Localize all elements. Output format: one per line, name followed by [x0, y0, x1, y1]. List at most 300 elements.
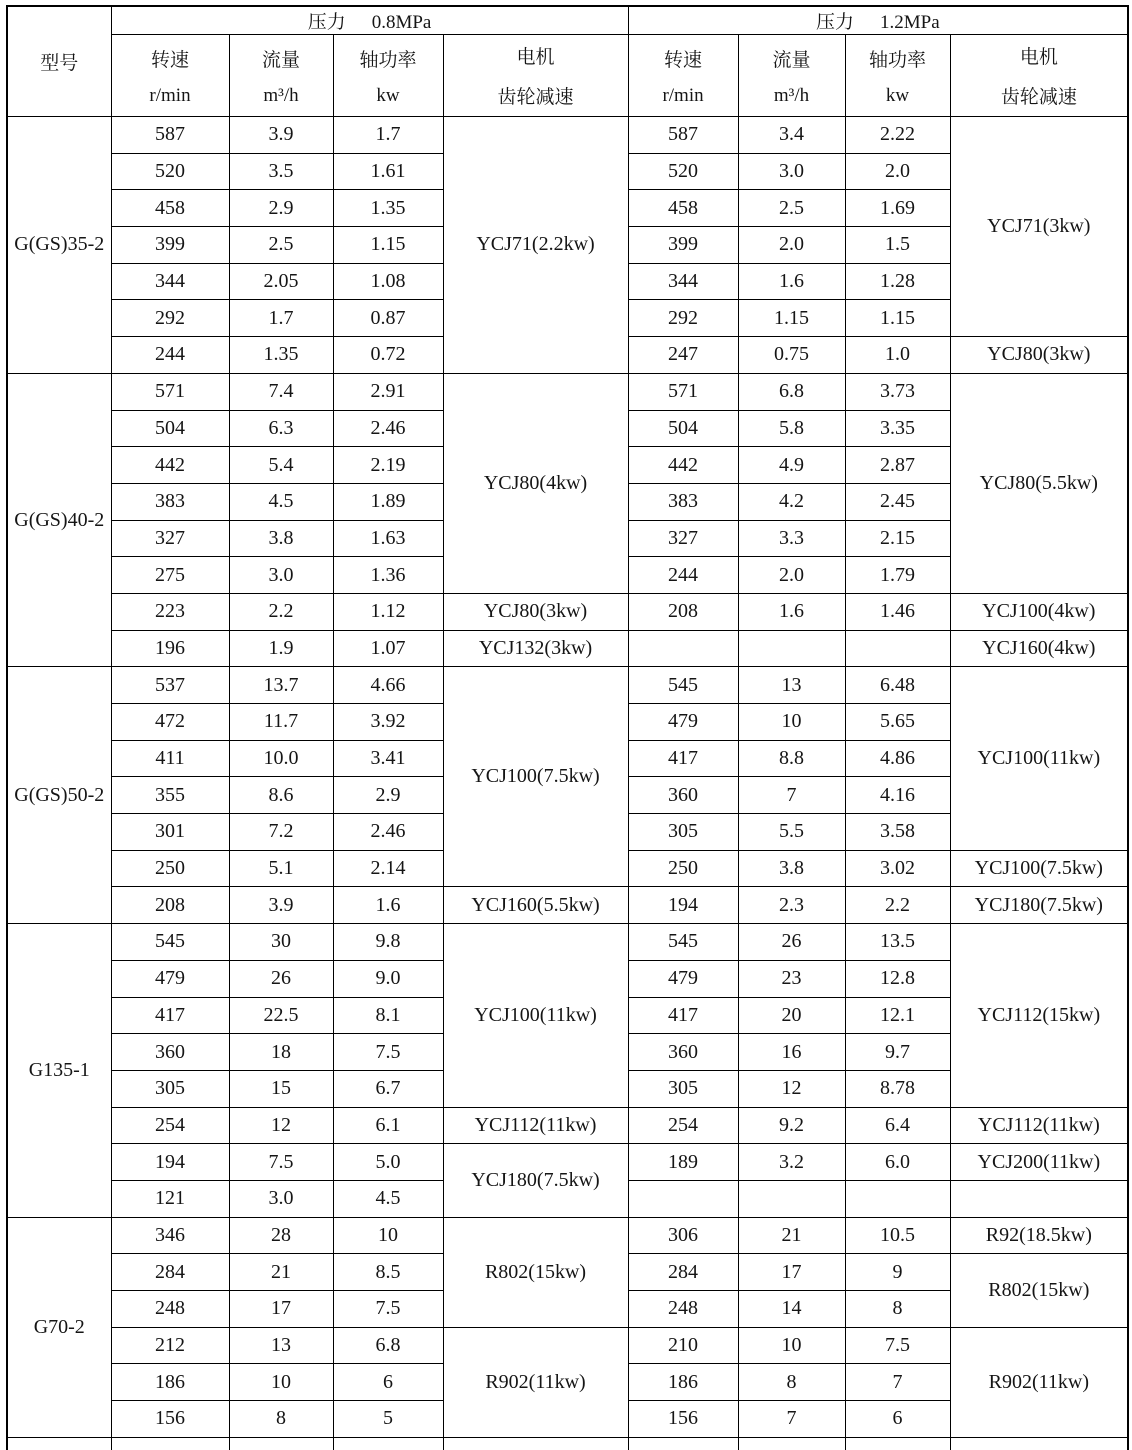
model-cell: G(GS)35-2: [7, 117, 111, 374]
cell-rpm-0.8: 292: [111, 300, 229, 337]
cell-power-1.2: 4.86: [845, 740, 950, 777]
cell-rpm-0.8: 186: [111, 1364, 229, 1401]
cell-rpm-0.8: 212: [111, 1327, 229, 1364]
cell-power-0.8: 1.12: [333, 593, 443, 630]
cell-motor-0.8: YCJ112(11kw): [443, 1107, 628, 1144]
cell-flow-1.2: 2.5: [738, 190, 845, 227]
cell-power-1.2: 10.5: [845, 1217, 950, 1254]
cell-rpm-1.2: 360: [628, 1034, 738, 1071]
cell-flow-0.8: 7.4: [229, 373, 333, 410]
cell-flow-1.2: 3.2: [738, 1144, 845, 1181]
header-speed-0.8: [111, 35, 229, 117]
cell-motor-1.2: YCJ200(11kw): [950, 1144, 1128, 1181]
cell-power-0.8: 1.36: [333, 557, 443, 594]
cell-flow-1.2: 5.5: [738, 814, 845, 851]
cell-power-1.2: 12.8: [845, 960, 950, 997]
header-motor-1.2: [950, 35, 1128, 117]
cell-power-1.2: 3.35: [845, 410, 950, 447]
spec-row: [7, 1107, 1128, 1144]
cell-flow-0.8: 3.9: [229, 887, 333, 924]
cell-flow-1.2: 6.8: [738, 373, 845, 410]
cell-motor-1.2: YCJ100(4kw): [950, 593, 1128, 630]
cell-rpm-1.2: 244: [628, 557, 738, 594]
cell-rpm-0.8: 383: [111, 483, 229, 520]
cell-rpm-0.8: 275: [111, 557, 229, 594]
cell-rpm-0.8: 587: [111, 117, 229, 154]
cell-rpm-1.2: 305: [628, 1070, 738, 1107]
cell-rpm-0.8: 571: [111, 373, 229, 410]
cell-rpm-0.8: 360: [111, 1034, 229, 1071]
cell-power-0.8: 6.8: [333, 1327, 443, 1364]
cell-flow-0.8: 3.0: [229, 557, 333, 594]
cell-flow-0.8: 17: [229, 1291, 333, 1328]
cell-rpm-1.2: 545: [628, 924, 738, 961]
cell-power-1.2: 6.48: [845, 667, 950, 704]
cell-rpm-0.8: 223: [111, 593, 229, 630]
cell-rpm-1.2: 186: [628, 1364, 738, 1401]
cell-flow-1.2: 2.0: [738, 227, 845, 264]
cell-power-0.8: 5.0: [333, 1144, 443, 1181]
header-pressure-1.2mpa: [628, 6, 1128, 35]
table-body: [7, 117, 1128, 1450]
spec-row: [7, 667, 1128, 704]
empty-cell: [628, 1437, 738, 1450]
header-flow-unit: m³/h: [773, 84, 810, 106]
header-flow-unit: m³/h: [263, 84, 299, 106]
cell-flow-0.8: 10.0: [229, 740, 333, 777]
cell-power-1.2: 2.0: [845, 153, 950, 190]
cell-rpm-1.2: 194: [628, 887, 738, 924]
cell-flow-0.8: 6.3: [229, 410, 333, 447]
cell-flow-0.8: 13: [229, 1327, 333, 1364]
cell-flow-1.2: 0.75: [738, 337, 845, 374]
cell-power-1.2: 6: [845, 1401, 950, 1438]
cell-rpm-0.8: 208: [111, 887, 229, 924]
empty-cell: [229, 1437, 333, 1450]
cell-rpm-0.8: 254: [111, 1107, 229, 1144]
cell-power-0.8: 4.66: [333, 667, 443, 704]
cell-power-1.2: [845, 1180, 950, 1217]
cell-flow-1.2: 16: [738, 1034, 845, 1071]
cell-rpm-1.2: 417: [628, 740, 738, 777]
cell-rpm-0.8: 537: [111, 667, 229, 704]
header-power-0.8: [333, 35, 443, 117]
cell-flow-1.2: 5.8: [738, 410, 845, 447]
cell-rpm-0.8: 327: [111, 520, 229, 557]
cell-flow-0.8: 3.8: [229, 520, 333, 557]
cell-rpm-0.8: 458: [111, 190, 229, 227]
cell-power-0.8: 2.46: [333, 814, 443, 851]
cell-motor-0.8: YCJ71(2.2kw): [443, 117, 628, 374]
cell-power-0.8: 1.63: [333, 520, 443, 557]
cell-flow-1.2: 14: [738, 1291, 845, 1328]
spec-row: [7, 117, 1128, 154]
empty-cell: [950, 1437, 1128, 1450]
spec-row: [7, 1217, 1128, 1254]
cell-power-0.8: 2.91: [333, 373, 443, 410]
cell-rpm-1.2: 504: [628, 410, 738, 447]
empty-cell: [443, 1437, 628, 1450]
spec-row: [7, 924, 1128, 961]
cell-flow-0.8: 1.35: [229, 337, 333, 374]
cell-power-1.2: 2.87: [845, 447, 950, 484]
cell-rpm-1.2: 189: [628, 1144, 738, 1181]
cell-flow-1.2: 3.3: [738, 520, 845, 557]
cell-motor-0.8: YCJ100(7.5kw): [443, 667, 628, 887]
cell-flow-0.8: 2.5: [229, 227, 333, 264]
header-flow-cn: 流量: [772, 49, 811, 71]
empty-cell: [845, 1437, 950, 1450]
cell-motor-1.2: YCJ80(3kw): [950, 337, 1128, 374]
cell-flow-0.8: 18: [229, 1034, 333, 1071]
cell-power-0.8: 2.14: [333, 850, 443, 887]
cell-flow-0.8: 11.7: [229, 704, 333, 741]
cell-flow-0.8: 10: [229, 1364, 333, 1401]
header-power-unit: kw: [376, 84, 400, 106]
spec-row: [7, 373, 1128, 410]
cell-rpm-1.2: 545: [628, 667, 738, 704]
cell-rpm-1.2: 360: [628, 777, 738, 814]
cell-rpm-1.2: 520: [628, 153, 738, 190]
header-speed-cn: 转速: [150, 49, 189, 71]
cell-power-1.2: 1.0: [845, 337, 950, 374]
cell-flow-0.8: 3.0: [229, 1180, 333, 1217]
header-power-1.2: [845, 35, 950, 117]
cell-power-0.8: 6: [333, 1364, 443, 1401]
cell-motor-1.2: R902(11kw): [950, 1327, 1128, 1437]
cell-rpm-1.2: 344: [628, 263, 738, 300]
cell-flow-0.8: 13.7: [229, 667, 333, 704]
cell-flow-0.8: 5.1: [229, 850, 333, 887]
header-flow-cn: 流量: [261, 49, 300, 71]
cell-motor-1.2: R92(18.5kw): [950, 1217, 1128, 1254]
cell-rpm-1.2: 327: [628, 520, 738, 557]
cell-motor-1.2: YCJ100(7.5kw): [950, 850, 1128, 887]
cell-power-1.2: 2.2: [845, 887, 950, 924]
cell-flow-0.8: 7.2: [229, 814, 333, 851]
cell-power-0.8: 1.61: [333, 153, 443, 190]
header-motor-cn: 电机: [1019, 47, 1058, 68]
cell-flow-1.2: 20: [738, 997, 845, 1034]
cell-power-1.2: 6.0: [845, 1144, 950, 1181]
cell-rpm-0.8: 121: [111, 1180, 229, 1217]
cell-motor-1.2: R802(15kw): [950, 1254, 1128, 1327]
empty-cell: [111, 1437, 229, 1450]
cell-flow-1.2: 3.0: [738, 153, 845, 190]
cell-flow-0.8: 12: [229, 1107, 333, 1144]
pressure-header-row: [7, 6, 1128, 35]
header-motor-sub: 齿轮减速: [1000, 87, 1077, 108]
cell-power-1.2: 12.1: [845, 997, 950, 1034]
header-motor-0.8: [443, 35, 628, 117]
cell-rpm-0.8: 305: [111, 1070, 229, 1107]
cell-power-0.8: 2.19: [333, 447, 443, 484]
cell-power-0.8: 1.08: [333, 263, 443, 300]
cell-motor-0.8: R902(11kw): [443, 1327, 628, 1437]
cell-power-0.8: 3.92: [333, 704, 443, 741]
cell-rpm-1.2: 292: [628, 300, 738, 337]
cell-flow-1.2: 2.3: [738, 887, 845, 924]
cell-power-1.2: 8: [845, 1291, 950, 1328]
cell-power-0.8: 1.7: [333, 117, 443, 154]
cell-rpm-1.2: 208: [628, 593, 738, 630]
cell-rpm-1.2: 284: [628, 1254, 738, 1291]
model-cell: G70-2: [7, 1217, 111, 1437]
cell-flow-1.2: 13: [738, 667, 845, 704]
cell-rpm-1.2: 305: [628, 814, 738, 851]
cell-motor-0.8: YCJ160(5.5kw): [443, 887, 628, 924]
cell-power-1.2: 7: [845, 1364, 950, 1401]
cell-flow-1.2: 3.4: [738, 117, 845, 154]
pressure-value: 1.2MPa: [880, 12, 940, 33]
cell-rpm-0.8: 472: [111, 704, 229, 741]
cell-power-0.8: 6.7: [333, 1070, 443, 1107]
cell-rpm-0.8: 194: [111, 1144, 229, 1181]
cell-power-1.2: 4.16: [845, 777, 950, 814]
cell-power-0.8: 2.9: [333, 777, 443, 814]
cell-motor-0.8: YCJ100(11kw): [443, 924, 628, 1107]
cell-flow-1.2: 17: [738, 1254, 845, 1291]
cell-rpm-1.2: 479: [628, 704, 738, 741]
cell-flow-0.8: 1.7: [229, 300, 333, 337]
cell-power-0.8: 1.6: [333, 887, 443, 924]
spec-row: [7, 630, 1128, 667]
cell-flow-0.8: 3.5: [229, 153, 333, 190]
cell-rpm-0.8: 399: [111, 227, 229, 264]
column-header-row: [7, 35, 1128, 117]
cell-power-0.8: 6.1: [333, 1107, 443, 1144]
cell-flow-1.2: 1.6: [738, 263, 845, 300]
pressure-label: 压力: [307, 12, 346, 33]
cell-rpm-1.2: 210: [628, 1327, 738, 1364]
cell-rpm-1.2: 156: [628, 1401, 738, 1438]
cell-flow-1.2: [738, 630, 845, 667]
cell-rpm-0.8: 504: [111, 410, 229, 447]
cell-power-1.2: 1.79: [845, 557, 950, 594]
cell-flow-0.8: 8: [229, 1401, 333, 1438]
cell-power-0.8: 2.46: [333, 410, 443, 447]
cell-rpm-0.8: 442: [111, 447, 229, 484]
cell-power-1.2: 6.4: [845, 1107, 950, 1144]
cell-power-0.8: 1.89: [333, 483, 443, 520]
cell-power-0.8: 5: [333, 1401, 443, 1438]
cell-power-0.8: 8.5: [333, 1254, 443, 1291]
cell-flow-1.2: [738, 1180, 845, 1217]
header-speed-unit: r/min: [149, 84, 191, 106]
cell-flow-0.8: 22.5: [229, 997, 333, 1034]
header-motor-cn: 电机: [516, 47, 555, 68]
cell-power-1.2: 2.22: [845, 117, 950, 154]
cell-power-1.2: 7.5: [845, 1327, 950, 1364]
cell-flow-0.8: 21: [229, 1254, 333, 1291]
cell-rpm-0.8: 196: [111, 630, 229, 667]
cell-flow-1.2: 23: [738, 960, 845, 997]
cell-rpm-1.2: 458: [628, 190, 738, 227]
header-model: 型号: [7, 6, 111, 117]
cell-rpm-0.8: 244: [111, 337, 229, 374]
cell-flow-1.2: 3.8: [738, 850, 845, 887]
cell-rpm-0.8: 411: [111, 740, 229, 777]
cell-flow-0.8: 26: [229, 960, 333, 997]
cell-rpm-0.8: 156: [111, 1401, 229, 1438]
cell-flow-0.8: 15: [229, 1070, 333, 1107]
spec-row: [7, 1327, 1128, 1364]
cell-rpm-0.8: 545: [111, 924, 229, 961]
header-motor-sub: 齿轮减速: [497, 87, 574, 108]
cell-power-1.2: 8.78: [845, 1070, 950, 1107]
spec-row: [7, 887, 1128, 924]
cell-power-0.8: 4.5: [333, 1180, 443, 1217]
cell-rpm-1.2: 250: [628, 850, 738, 887]
cell-flow-1.2: 7: [738, 777, 845, 814]
cell-rpm-0.8: 250: [111, 850, 229, 887]
cell-power-0.8: 9.0: [333, 960, 443, 997]
cell-power-0.8: 1.35: [333, 190, 443, 227]
cell-flow-0.8: 8.6: [229, 777, 333, 814]
cell-motor-0.8: YCJ80(3kw): [443, 593, 628, 630]
header-speed-cn: 转速: [664, 49, 703, 71]
cell-power-1.2: 1.5: [845, 227, 950, 264]
cell-rpm-0.8: 284: [111, 1254, 229, 1291]
cell-power-1.2: [845, 630, 950, 667]
cell-flow-1.2: 1.6: [738, 593, 845, 630]
header-flow-0.8: [229, 35, 333, 117]
cell-rpm-1.2: [628, 630, 738, 667]
model-cell: G(GS)50-2: [7, 667, 111, 924]
cell-rpm-1.2: 417: [628, 997, 738, 1034]
cell-power-0.8: 0.72: [333, 337, 443, 374]
cell-motor-1.2: [950, 1180, 1128, 1217]
cell-motor-1.2: YCJ112(15kw): [950, 924, 1128, 1107]
cell-rpm-1.2: 442: [628, 447, 738, 484]
cell-flow-0.8: 30: [229, 924, 333, 961]
cell-flow-1.2: 4.2: [738, 483, 845, 520]
cell-flow-0.8: 1.9: [229, 630, 333, 667]
cell-power-0.8: 9.8: [333, 924, 443, 961]
cell-power-0.8: 3.41: [333, 740, 443, 777]
header-power-unit: kw: [885, 84, 910, 106]
header-speed-1.2: [628, 35, 738, 117]
cell-motor-1.2: YCJ80(5.5kw): [950, 373, 1128, 593]
cell-motor-0.8: YCJ180(7.5kw): [443, 1144, 628, 1217]
cell-rpm-1.2: [628, 1180, 738, 1217]
cell-flow-1.2: 12: [738, 1070, 845, 1107]
cell-motor-1.2: YCJ180(7.5kw): [950, 887, 1128, 924]
cell-rpm-0.8: 520: [111, 153, 229, 190]
partial-cutoff-row: [7, 1437, 1128, 1450]
spec-row: [7, 1144, 1128, 1181]
model-cell: G(GS)40-2: [7, 373, 111, 667]
cell-power-1.2: 2.15: [845, 520, 950, 557]
cell-flow-0.8: 2.2: [229, 593, 333, 630]
cell-power-1.2: 9.7: [845, 1034, 950, 1071]
cell-power-1.2: 3.02: [845, 850, 950, 887]
header-speed-unit: r/min: [662, 84, 704, 106]
cell-flow-1.2: 26: [738, 924, 845, 961]
cell-power-1.2: 1.46: [845, 593, 950, 630]
empty-cell: [333, 1437, 443, 1450]
cell-rpm-0.8: 344: [111, 263, 229, 300]
cell-rpm-1.2: 383: [628, 483, 738, 520]
cell-rpm-1.2: 306: [628, 1217, 738, 1254]
cell-power-1.2: 13.5: [845, 924, 950, 961]
cell-power-0.8: 10: [333, 1217, 443, 1254]
cell-motor-1.2: YCJ160(4kw): [950, 630, 1128, 667]
cell-rpm-0.8: 479: [111, 960, 229, 997]
header-flow-1.2: [738, 35, 845, 117]
cell-flow-1.2: 10: [738, 1327, 845, 1364]
cell-flow-0.8: 7.5: [229, 1144, 333, 1181]
cell-power-1.2: 1.15: [845, 300, 950, 337]
cell-flow-0.8: 5.4: [229, 447, 333, 484]
cell-rpm-1.2: 254: [628, 1107, 738, 1144]
spec-row: [7, 593, 1128, 630]
cell-rpm-0.8: 248: [111, 1291, 229, 1328]
pressure-label: 压力: [815, 12, 854, 33]
cell-power-1.2: 3.73: [845, 373, 950, 410]
cell-power-0.8: 8.1: [333, 997, 443, 1034]
cell-motor-1.2: YCJ100(11kw): [950, 667, 1128, 850]
cell-flow-1.2: 9.2: [738, 1107, 845, 1144]
cell-power-1.2: 1.69: [845, 190, 950, 227]
cell-rpm-0.8: 301: [111, 814, 229, 851]
pump-spec-table: [6, 5, 1129, 1450]
header-power-cn: 轴功率: [869, 49, 927, 71]
cell-flow-0.8: 28: [229, 1217, 333, 1254]
cell-power-0.8: 7.5: [333, 1291, 443, 1328]
cell-power-0.8: 7.5: [333, 1034, 443, 1071]
cell-flow-0.8: 3.9: [229, 117, 333, 154]
cell-flow-1.2: 8.8: [738, 740, 845, 777]
cell-rpm-1.2: 587: [628, 117, 738, 154]
cell-motor-1.2: YCJ112(11kw): [950, 1107, 1128, 1144]
cell-power-0.8: 0.87: [333, 300, 443, 337]
cell-power-1.2: 2.45: [845, 483, 950, 520]
cell-motor-0.8: R802(15kw): [443, 1217, 628, 1327]
empty-cell: [7, 1437, 111, 1450]
cell-power-1.2: 3.58: [845, 814, 950, 851]
cell-flow-0.8: 2.9: [229, 190, 333, 227]
cell-flow-1.2: 8: [738, 1364, 845, 1401]
pressure-value: 0.8MPa: [371, 12, 432, 33]
cell-rpm-0.8: 417: [111, 997, 229, 1034]
cell-power-0.8: 1.07: [333, 630, 443, 667]
cell-rpm-1.2: 248: [628, 1291, 738, 1328]
cell-flow-1.2: 21: [738, 1217, 845, 1254]
cell-flow-1.2: 7: [738, 1401, 845, 1438]
cell-flow-1.2: 4.9: [738, 447, 845, 484]
cell-motor-0.8: YCJ132(3kw): [443, 630, 628, 667]
cell-rpm-1.2: 479: [628, 960, 738, 997]
cell-flow-0.8: 4.5: [229, 483, 333, 520]
model-cell: G135-1: [7, 924, 111, 1218]
header-pressure-0.8mpa: [111, 6, 628, 35]
cell-rpm-1.2: 247: [628, 337, 738, 374]
cell-flow-1.2: 1.15: [738, 300, 845, 337]
empty-cell: [738, 1437, 845, 1450]
cell-flow-1.2: 10: [738, 704, 845, 741]
cell-motor-1.2: YCJ71(3kw): [950, 117, 1128, 337]
cell-rpm-0.8: 346: [111, 1217, 229, 1254]
cell-rpm-1.2: 571: [628, 373, 738, 410]
cell-power-1.2: 1.28: [845, 263, 950, 300]
cell-power-0.8: 1.15: [333, 227, 443, 264]
cell-flow-0.8: 2.05: [229, 263, 333, 300]
cell-flow-1.2: 2.0: [738, 557, 845, 594]
cell-rpm-1.2: 399: [628, 227, 738, 264]
cell-power-1.2: 9: [845, 1254, 950, 1291]
cell-rpm-0.8: 355: [111, 777, 229, 814]
